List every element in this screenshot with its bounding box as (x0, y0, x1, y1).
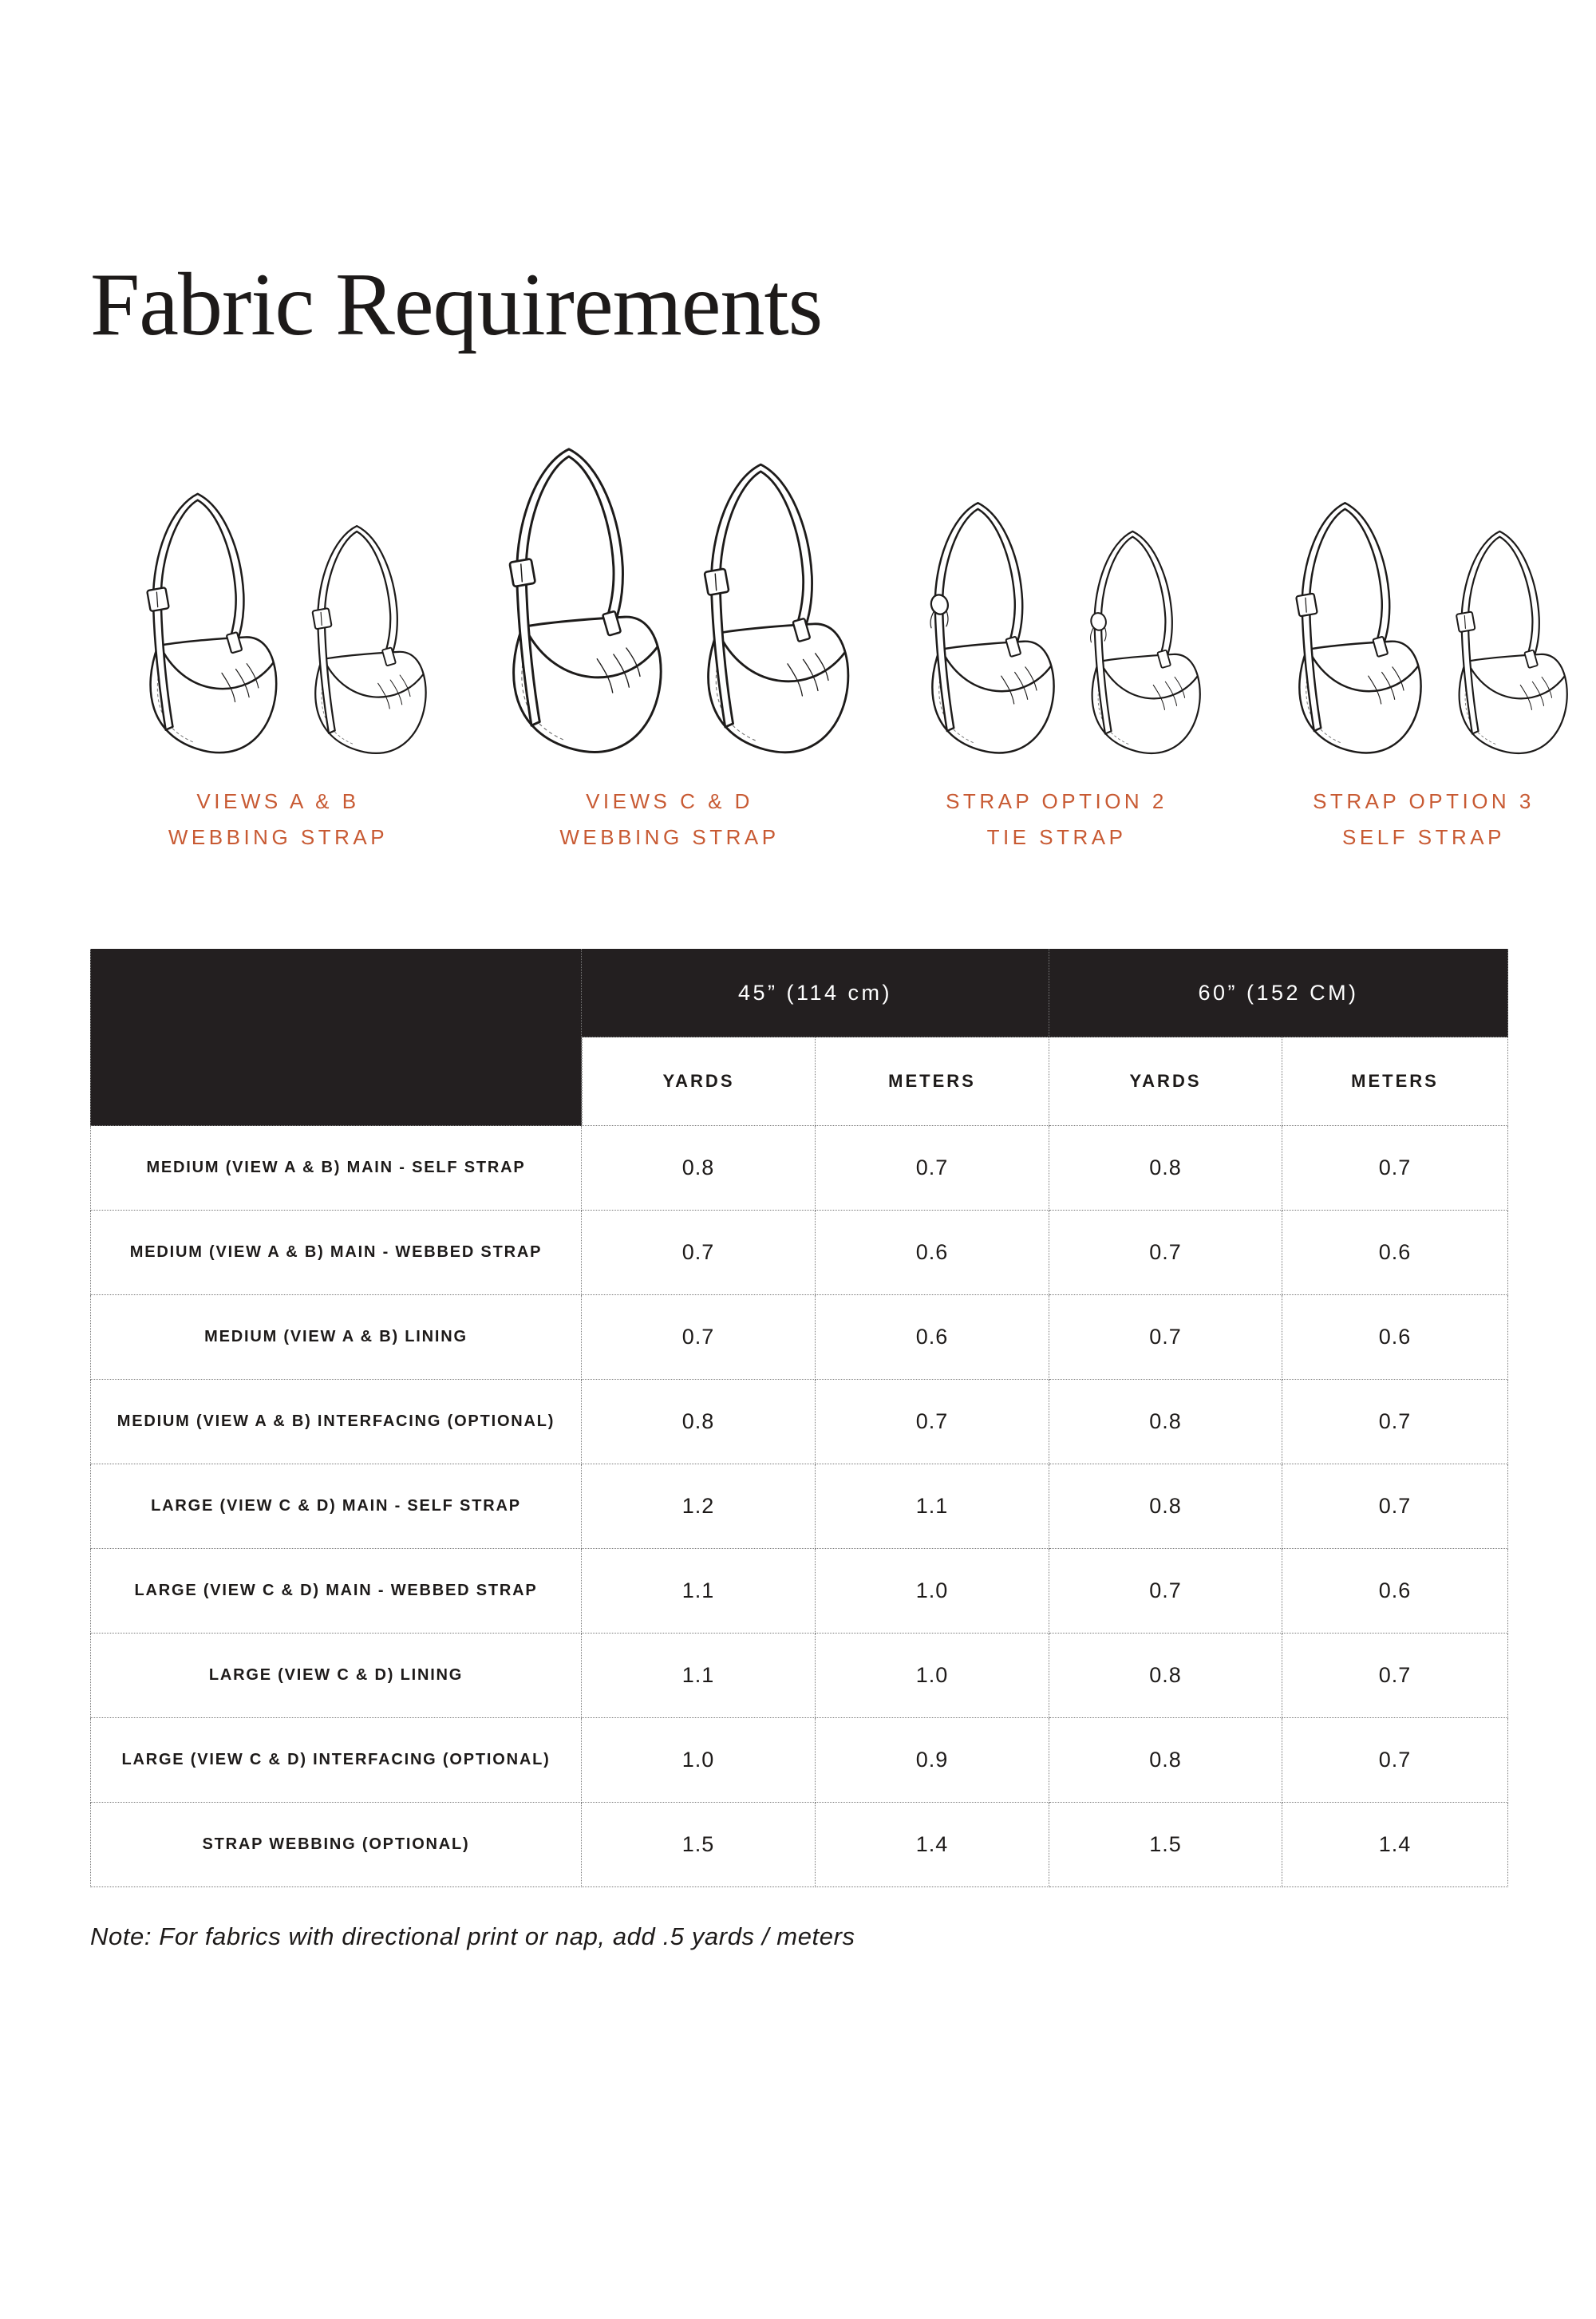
width-header-60: 60” (152 CM) (1049, 949, 1508, 1037)
figure-caption-line2: WEBBING STRAP (168, 824, 389, 849)
width-header-row (90, 949, 1508, 1037)
value-cell: 0.8 (1049, 1126, 1282, 1211)
figure-caption (946, 784, 1167, 855)
table-row (90, 1211, 1508, 1295)
value-cell: 0.6 (1282, 1211, 1508, 1295)
page-title: Fabric Requirements (90, 255, 823, 354)
table-row (90, 1295, 1508, 1380)
figure-caption-line2: SELF STRAP (1342, 824, 1505, 849)
value-cell: 0.7 (816, 1126, 1049, 1211)
value-cell: 1.0 (816, 1549, 1049, 1634)
value-cell: 0.8 (582, 1126, 816, 1211)
value-cell: 1.0 (582, 1718, 816, 1803)
row-label: MEDIUM (VIEW A & B) INTERFACING (OPTIONAL) (90, 1380, 582, 1464)
figure-caption (1313, 784, 1535, 855)
bag-large-front-illustration (480, 437, 672, 757)
value-cell: 1.4 (1282, 1803, 1508, 1887)
value-cell: 0.6 (1282, 1549, 1508, 1634)
row-label: LARGE (VIEW C & D) INTERFACING (OPTIONAL) (90, 1718, 582, 1803)
bag-pair-strap-option-2 (905, 493, 1208, 757)
bag-views-row (90, 425, 1535, 867)
value-cell: 1.5 (582, 1803, 816, 1887)
unit-header-meters-45: METERS (816, 1037, 1049, 1126)
row-label: LARGE (VIEW C & D) MAIN - WEBBED STRAP (90, 1549, 582, 1634)
table-row (90, 1126, 1508, 1211)
value-cell: 1.1 (582, 1549, 816, 1634)
value-cell: 0.7 (816, 1380, 1049, 1464)
figure-caption-line1: STRAP OPTION 2 (946, 788, 1167, 813)
bag-medium-front-illustration (122, 484, 286, 757)
value-cell: 0.7 (1282, 1380, 1508, 1464)
value-cell: 0.7 (1282, 1634, 1508, 1718)
row-label: MEDIUM (VIEW A & B) LINING (90, 1295, 582, 1380)
bag-pair-views-cd (480, 437, 859, 757)
bag-large-back-illustration (677, 453, 859, 757)
width-header-45: 45” (114 cm) (582, 949, 1049, 1037)
value-cell: 0.6 (816, 1295, 1049, 1380)
figure-strap-option-3 (1272, 493, 1575, 855)
bag-pair-strap-option-3 (1272, 493, 1575, 757)
figure-caption-line1: STRAP OPTION 3 (1313, 788, 1535, 813)
unit-header-yards-60: YARDS (1049, 1037, 1282, 1126)
row-label: STRAP WEBBING (OPTIONAL) (90, 1803, 582, 1887)
value-cell: 0.8 (582, 1380, 816, 1464)
row-label: LARGE (VIEW C & D) LINING (90, 1634, 582, 1718)
bag-medium-back-illustration (290, 517, 434, 757)
unit-header-meters-60: METERS (1282, 1037, 1508, 1126)
value-cell: 0.7 (1282, 1718, 1508, 1803)
value-cell: 1.4 (816, 1803, 1049, 1887)
row-label: MEDIUM (VIEW A & B) MAIN - SELF STRAP (90, 1126, 582, 1211)
figure-views-ab (122, 484, 434, 855)
value-cell: 0.8 (1049, 1718, 1282, 1803)
value-cell: 0.8 (1049, 1380, 1282, 1464)
bag-tie-strap-front-illustration (905, 493, 1063, 757)
value-cell: 0.7 (1049, 1295, 1282, 1380)
bag-self-strap-back-illustration (1435, 523, 1575, 757)
figure-caption-line2: TIE STRAP (986, 824, 1127, 849)
bag-self-strap-front-illustration (1272, 493, 1430, 757)
value-cell: 0.6 (1282, 1295, 1508, 1380)
value-cell: 0.8 (1049, 1464, 1282, 1549)
value-cell: 0.7 (1282, 1126, 1508, 1211)
unit-header-yards-45: YARDS (582, 1037, 816, 1126)
value-cell: 0.7 (582, 1295, 816, 1380)
value-cell: 1.2 (582, 1464, 816, 1549)
value-cell: 0.7 (582, 1211, 816, 1295)
figure-caption (559, 784, 779, 855)
page (90, 254, 1535, 1951)
figure-caption-line2: WEBBING STRAP (559, 824, 780, 849)
value-cell: 1.1 (582, 1634, 816, 1718)
table-row (90, 1634, 1508, 1718)
figure-caption-line1: VIEWS C & D (586, 788, 753, 813)
value-cell: 0.7 (1049, 1549, 1282, 1634)
table-corner-cell (90, 949, 582, 1126)
value-cell: 1.5 (1049, 1803, 1282, 1887)
figure-strap-option-2 (905, 493, 1208, 855)
value-cell: 0.9 (816, 1718, 1049, 1803)
figure-views-cd (498, 437, 841, 855)
value-cell: 0.8 (1049, 1634, 1282, 1718)
row-label: MEDIUM (VIEW A & B) MAIN - WEBBED STRAP (90, 1211, 582, 1295)
value-cell: 0.7 (1282, 1464, 1508, 1549)
table-row (90, 1549, 1508, 1634)
table-row (90, 1464, 1508, 1549)
fabric-requirements-table (90, 949, 1508, 1887)
value-cell: 0.7 (1049, 1211, 1282, 1295)
table-row (90, 1718, 1508, 1803)
bag-pair-views-ab (122, 484, 434, 757)
bag-tie-strap-back-illustration (1068, 523, 1208, 757)
table-row (90, 1380, 1508, 1464)
figure-caption-line1: VIEWS A & B (196, 788, 360, 813)
figure-caption (168, 784, 388, 855)
row-label: LARGE (VIEW C & D) MAIN - SELF STRAP (90, 1464, 582, 1549)
value-cell: 1.1 (816, 1464, 1049, 1549)
value-cell: 0.6 (816, 1211, 1049, 1295)
table-row (90, 1803, 1508, 1887)
value-cell: 1.0 (816, 1634, 1049, 1718)
directional-fabric-note: Note: For fabrics with directional print or nap, add .5 yards / meters (90, 1922, 855, 1951)
